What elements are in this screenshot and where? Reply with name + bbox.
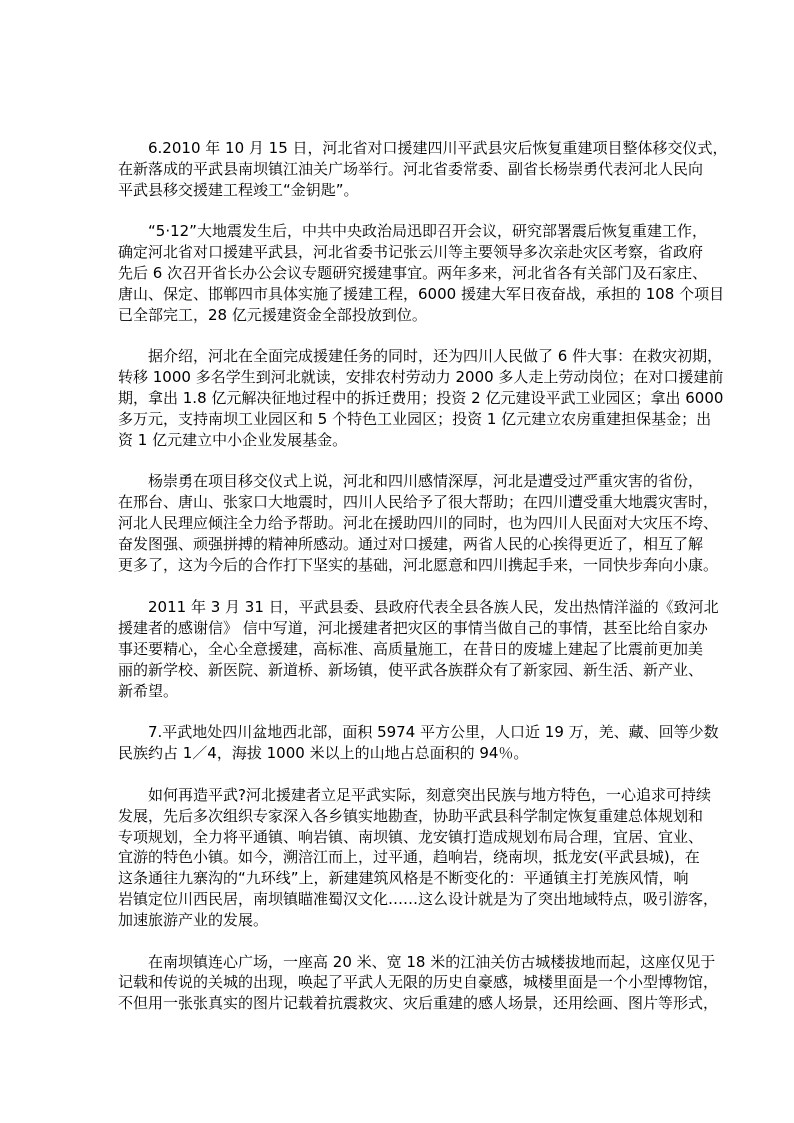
paragraph-line: 河北人民理应倾注全力给予帮助。河北在援助四川的同时，也为四川人民面对大灾压不垮、	[118, 513, 719, 532]
paragraph-line: 据介绍，河北在全面完成援建任务的同时，还为四川人民做了 6 件大事：在救灾初期，	[148, 347, 723, 366]
document-body	[118, 138, 728, 1035]
paragraph-line: 这条通往九寨沟的“九环线”上，新建建筑风格是不断变化的：平通镇主打羌族风情，响	[118, 869, 689, 888]
paragraph-line: 记载和传说的关城的出现，唤起了平武人无限的历史自豪感，城楼里面是一个小型博物馆，	[118, 973, 719, 992]
paragraph-line: 在邢台、唐山、张家口大地震时，四川人民给予了很大帮助；在四川遭受重大地震灾害时，	[118, 493, 719, 512]
paragraph-line: 如何再造平武?河北援建者立足平武实际，刻意突出民族与地方特色，一心追求可持续	[148, 785, 711, 804]
paragraph-line: 专项规划，全力将平通镇、响岩镇、南坝镇、龙安镇打造成规划布局合理，宜居、宜业、	[118, 827, 704, 846]
paragraph-line: 资 1 亿元建立中小企业发展基金。	[118, 430, 348, 449]
paragraph-line: 岩镇定位川西民居，南坝镇瞄准蜀汉文化……这么设计就是为了突出地域特点，吸引游客，	[118, 889, 719, 908]
paragraph-line: 2011 年 3 月 31 日，平武县委、县政府代表全县各族人民，发出热情洋溢的《致河北	[148, 598, 719, 617]
paragraph-line: 事还要精心，全心全意援建，高标准、高质量施工，在昔日的废墟上建起了比震前更加美	[118, 639, 704, 658]
paragraph-line: 新希望。	[118, 681, 179, 700]
paragraph	[118, 138, 728, 200]
paragraph	[118, 785, 719, 931]
paragraph-line: 先后 6 次召开省长办公会议专题研究援建事宜。两年多来，河北省各有关部门及石家庄、	[118, 263, 708, 282]
paragraph-line: 发展，先后多次组织专家深入各乡镇实地勘查，协助平武县科学制定恢复重建总体规划和	[118, 806, 704, 825]
paragraph-line: 宜游的特色小镇。如今，溯涪江而上，过平通，趋响岩，绕南坝，抵龙安(平武县城)，在	[118, 848, 700, 867]
paragraph-line: 确定河北省对口援建平武县，河北省委书记张云川等主要领导多次亲赴灾区考察，省政府	[118, 243, 704, 262]
paragraph-line: 平武县移交援建工程竣工“金钥匙”。	[118, 180, 359, 199]
paragraph-line: 援建者的感谢信》 信中写道，河北援建者把灾区的事情当做自己的事情，甚至比给自家办	[118, 619, 708, 638]
paragraph	[118, 597, 719, 701]
paragraph-line: 加速旅游产业的发展。	[118, 910, 269, 929]
paragraph-line: “5·12”大地震发生后，中共中央政治局迅即召开会议，研究部署震后恢复重建工作，	[148, 222, 707, 241]
paragraph-line: 期，拿出 1.8 亿元解决征地过程中的拆迁费用；投资 2 亿元建设平武工业园区；拿出 6000	[118, 388, 724, 407]
paragraph	[118, 346, 724, 450]
paragraph-line: 7.平武地处四川盆地西北部，面积 5974 平方公里，人口近 19 万，羌、藏、回等少数	[148, 723, 719, 742]
paragraph-line: 不但用一张张真实的图片记载着抗震救灾、灾后重建的感人场景，还用绘画、图片等形式，	[118, 994, 719, 1013]
paragraph-line: 已全部完工，28 亿元援建资金全部投放到位。	[118, 305, 427, 324]
paragraph-line: 6.2010 年 10 月 15 日，河北省对口援建四川平武县灾后恢复重建项目整体移交仪式，	[148, 139, 728, 157]
paragraph	[118, 952, 719, 1014]
paragraph-line: 奋发图强、顽强拼搏的精神所感动。通过对口援建，两省人民的心挨得更近了，相互了解	[118, 534, 704, 553]
paragraph-line: 唐山、保定、邯郸四市具体实施了援建工程，6000 援建大军日夜奋战，承担的 108 个项目	[118, 284, 725, 303]
paragraph-line: 更多了，这为今后的合作打下坚实的基础，河北愿意和四川携起手来，一同快步奔向小康。	[118, 555, 719, 574]
paragraph-line: 民族约占 1／4，海拔 1000 米以上的山地占总面积的 94％。	[118, 744, 529, 763]
paragraph	[118, 722, 719, 764]
paragraph-line: 杨崇勇在项目移交仪式上说，河北和四川感情深厚，河北是遭受过严重灾害的省份，	[148, 472, 704, 491]
paragraph-line: 多万元，支持南坝工业园区和 5 个特色工业园区；投资 1 亿元建立农房重建担保基金；出	[118, 409, 712, 428]
paragraph-line: 在新落成的平武县南坝镇江油关广场举行。河北省委常委、副省长杨崇勇代表河北人民向	[118, 159, 704, 178]
paragraph	[118, 471, 719, 575]
paragraph-line: 在南坝镇连心广场，一座高 20 米、宽 18 米的江油关仿古城楼拔地而起，这座仅见于	[148, 952, 716, 971]
paragraph	[118, 221, 725, 325]
paragraph-line: 转移 1000 多名学生到河北就读，安排农村劳动力 2000 多人走上劳动岗位；在对口援建前	[118, 368, 724, 387]
paragraph-line: 丽的新学校、新医院、新道桥、新场镇，使平武各族群众有了新家园、新生活、新产业、	[118, 660, 704, 679]
